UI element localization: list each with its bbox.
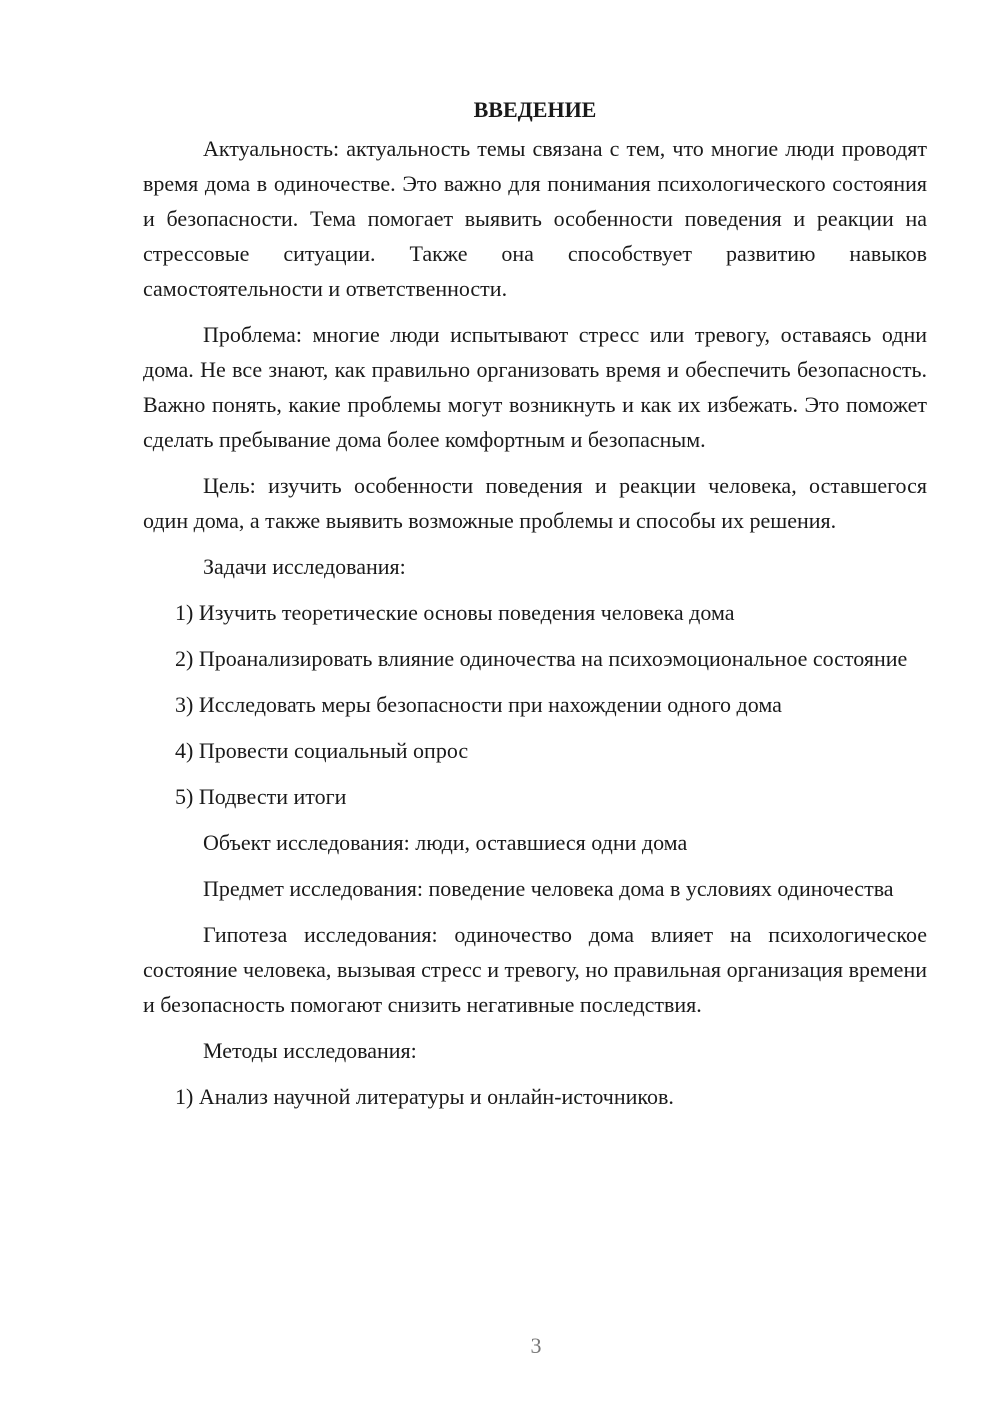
problem-paragraph: Проблема: многие люди испытывают стресс или тревогу, оставаясь одни дома. Не все знают, как правильно организовать время и обеспечить безопасность. Важно понять, какие проблемы могут возникнуть и как их избежать. Это поможет сделать пребывание дома более комфортным и безопасным. bbox=[143, 322, 927, 452]
subject-paragraph: Предмет исследования: поведение человека дома в условиях одиночества bbox=[203, 876, 894, 901]
task-item-4: 4) Провести социальный опрос bbox=[175, 738, 469, 763]
task-item-2: 2) Проанализировать влияние одиночества на психоэмоциональное состояние bbox=[175, 646, 908, 671]
relevance-paragraph: Актуальность: актуальность темы связана с тем, что многие люди проводят время дома в одиночестве. Это важно для понимания психологического состояния и безопасности. Тема помогает выявить особенности поведения и реакции на стрессовые ситуации. Также она способствует развитию навыков самостоятельности и ответственности. bbox=[143, 136, 927, 301]
methods-heading: Методы исследования: bbox=[203, 1038, 417, 1063]
task-item-5: 5) Подвести итоги bbox=[175, 784, 347, 809]
task-item-3: 3) Исследовать меры безопасности при нахождении одного дома bbox=[175, 692, 782, 717]
page-number: 3 bbox=[530, 1333, 542, 1358]
page-content bbox=[143, 92, 927, 1125]
method-item-1: 1) Анализ научной литературы и онлайн-источников. bbox=[175, 1084, 674, 1109]
object-paragraph: Объект исследования: люди, оставшиеся одни дома bbox=[203, 830, 688, 855]
tasks-heading: Задачи исследования: bbox=[203, 554, 406, 579]
task-item-1: 1) Изучить теоретические основы поведения человека дома bbox=[175, 600, 735, 625]
goal-paragraph: Цель: изучить особенности поведения и реакции человека, оставшегося один дома, а также выявить возможные проблемы и способы их решения. bbox=[143, 473, 927, 533]
section-heading: ВВЕДЕНИЕ bbox=[473, 97, 597, 122]
hypothesis-paragraph: Гипотеза исследования: одиночество дома влияет на психологическое состояние человека, вызывая стресс и тревогу, но правильная организация времени и безопасность помогают снизить негативные последствия. bbox=[143, 922, 927, 1017]
